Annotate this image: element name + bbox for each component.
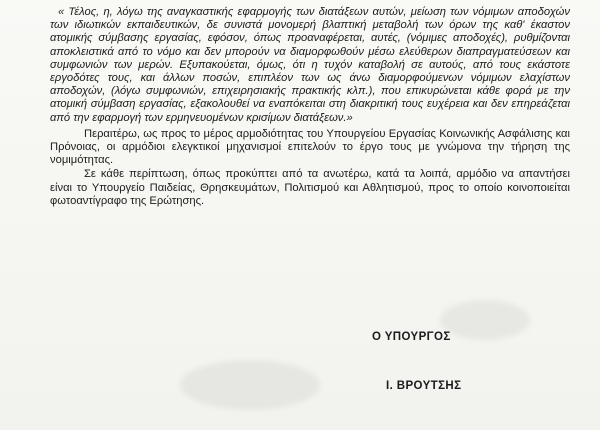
quoted-excerpt: « Τέλος, η, λόγω της αναγκαστικής εφαρμογής των διατάξεων αυτών, μείωση των νόμιμων αποδοχών των ιδιωτικών εκπαιδευτικών, δε συνιστά μονομερή βλαπτική μεταβολή των όρων της καθ' έκαστον ατομικής σύμβασης εργασίας, εφόσον, όπως προαναφέρεται, αυτές, (νόμιμες αποδοχές), ρυθμίζονται αποκλειστικά από το νόμο και δεν μπορούν να διαμορφωθούν μέσω ελεύθερων διαπραγματεύσεων και συμφωνιών των μερών. Εξυπακούεται, όμως, ότι η τυχόν καταβολή σε αυτούς, από τους εκάστοτε εργοδότες τους, και άλλων ποσών, επιπλέον των ως άνω διαμορφούμενων νόμιμων ελαχίστων αποδοχών, (λόγω συμφωνιών, επιχειρησιακής πρακτικής κλπ.), που επικυρώνεται κάθε φορά με την ατομική σύμβαση εργασίας, εξακολουθεί να εναπόκειται στη διακριτική τους ευχέρεια και δεν επηρεάζεται από την εφαρμογή των ερμηνευομένων κρισίμων διατάξεων.» [50, 6, 570, 124]
body-paragraph-referral: Σε κάθε περίπτωση, όπως προκύπτει από τα ανωτέρω, κατά τα λοιπά, αρμόδιο να απαντήσει είναι το Υπουργείο Παιδείας, Θρησκευμάτων, Πολιτισμού και Αθλητισμού, προς το οποίο κοινοποιείται φωτοαντίγραφο της Ερώτησης. [50, 168, 570, 207]
signature-name: Ι. ΒΡΟΥΤΣΗΣ [386, 380, 462, 392]
signature-title: Ο ΥΠΟΥΡΓΟΣ [372, 331, 451, 343]
body-paragraph-ministry-competence: Περαιτέρω, ως προς το μέρος αρμοδιότητας του Υπουργείου Εργασίας Κοινωνικής Ασφάλισης και Πρόνοιας, οι αρμόδιοι ελεγκτικοί μηχανισμοί επιτελούν το έργο τους με γνώμονα την τήρηση της νομιμότητας. [50, 127, 570, 167]
